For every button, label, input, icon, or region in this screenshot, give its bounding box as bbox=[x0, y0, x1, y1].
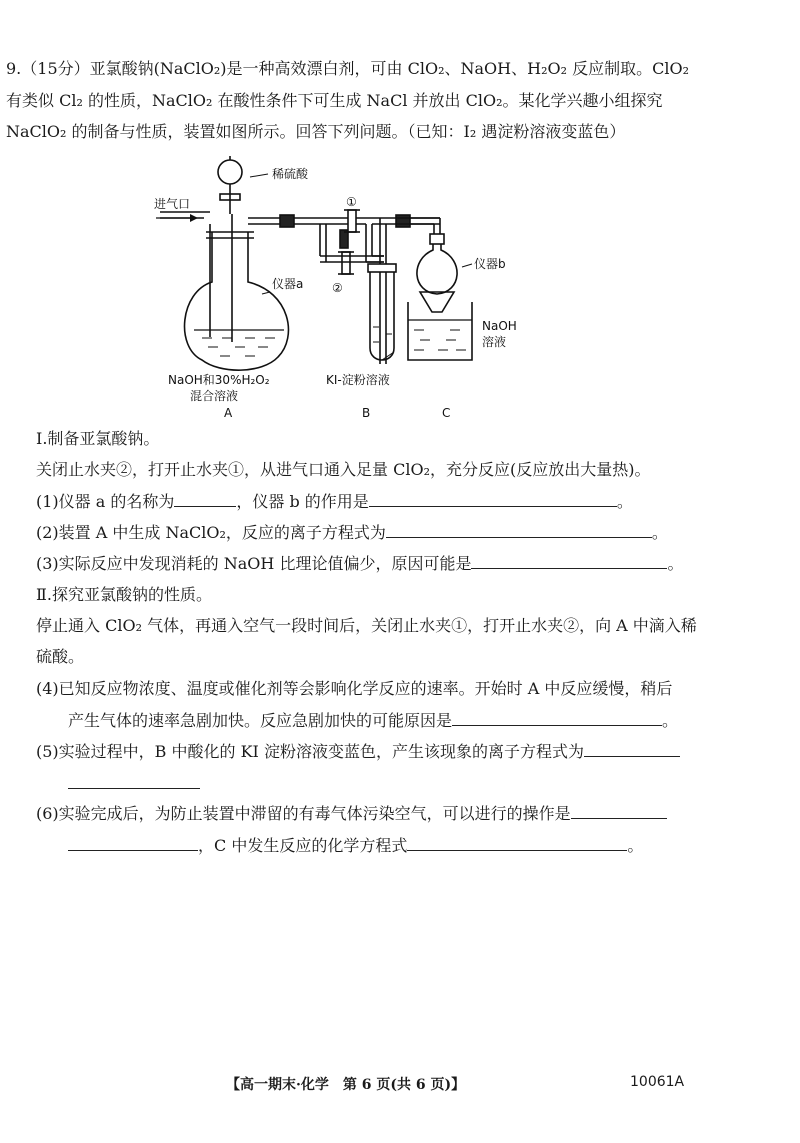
q4-text: 产生气体的速率急剧加快。反应急剧加快的可能原因是 bbox=[68, 711, 453, 730]
q4-end: 。 bbox=[662, 711, 679, 730]
q6-text: (6)实验完成后，为防止装置中滞留的有毒气体污染空气，可以进行的操作是 bbox=[36, 804, 571, 823]
part2-heading: Ⅱ.探究亚氯酸钠的性质。 bbox=[36, 585, 212, 604]
flask-a-liquid bbox=[202, 338, 275, 356]
separatory-funnel bbox=[218, 160, 242, 184]
apparatus-diagram bbox=[150, 152, 550, 422]
label-a: A bbox=[224, 406, 233, 420]
label-b: B bbox=[362, 406, 371, 420]
q1-answer-blank-b[interactable] bbox=[369, 490, 617, 507]
label-clamp-2: ② bbox=[332, 281, 343, 295]
q3-text: (3)实际反应中发现消耗的 NaOH 比理论值偏少，原因可能是 bbox=[36, 554, 472, 573]
part1-intro: 关闭止水夹②，打开止水夹①，从进气口通入足量 ClO₂，充分反应(反应放出大量热)。 bbox=[36, 460, 651, 479]
part2-intro-line-1: 停止通入 ClO₂ 气体，再通入空气一段时间后，关闭止水夹①，打开止水夹②，向 A 中滴入稀 bbox=[36, 616, 697, 635]
beaker-c bbox=[408, 302, 472, 360]
label-ki-starch: KI-淀粉溶液 bbox=[326, 373, 390, 387]
q5-text: (5)实验过程中，B 中酸化的 KI 淀粉溶液变蓝色，产生该现象的离子方程式为 bbox=[36, 742, 584, 761]
flask-a bbox=[185, 232, 289, 370]
q3-end: 。 bbox=[667, 554, 684, 573]
question-6-line-1 bbox=[36, 802, 667, 825]
q6-answer-blank-a[interactable] bbox=[571, 802, 667, 819]
test-tube-b bbox=[370, 270, 394, 360]
label-clamp-1: ① bbox=[346, 195, 357, 209]
label-gas-inlet: 进气口 bbox=[154, 197, 191, 211]
q4-answer-blank[interactable] bbox=[452, 709, 662, 726]
instrument-b bbox=[417, 244, 457, 294]
question-1 bbox=[36, 490, 633, 513]
question-3 bbox=[36, 552, 683, 575]
question-line-1: 9.（15分）亚氯酸钠(NaClO₂)是一种高效漂白剂，可由 ClO₂、NaOH、H₂O₂ 反应制取。ClO₂ bbox=[6, 59, 690, 78]
part1-heading: Ⅰ.制备亚氯酸钠。 bbox=[36, 429, 160, 448]
label-instrument-a: 仪器a bbox=[272, 277, 304, 291]
q5-answer-blank-b[interactable] bbox=[68, 772, 200, 789]
question-6-line-2 bbox=[68, 834, 643, 857]
part2-intro-line-2: 硫酸。 bbox=[36, 647, 85, 666]
q5-answer-blank-a[interactable] bbox=[584, 740, 680, 757]
question-5-continued bbox=[68, 772, 200, 795]
label-c: C bbox=[442, 406, 451, 420]
q6-end: 。 bbox=[627, 836, 644, 855]
q6-answer-blank-b[interactable] bbox=[68, 834, 198, 851]
label-mixture-1: NaOH和30%H₂O₂ bbox=[168, 373, 270, 387]
q6-mid-text: ，C 中发生反应的化学方程式 bbox=[198, 836, 408, 855]
page-footer-code: 10061A bbox=[630, 1074, 685, 1090]
label-mixture-2: 混合溶液 bbox=[190, 389, 239, 403]
question-4-line-1: (4)已知反应物浓度、温度或催化剂等会影响化学反应的速率。开始时 A 中反应缓慢，稍后 bbox=[36, 679, 673, 698]
question-5 bbox=[36, 740, 680, 763]
q6-answer-blank-c[interactable] bbox=[407, 834, 627, 851]
question-2 bbox=[36, 521, 668, 544]
label-dilute-h2so4: 稀硫酸 bbox=[272, 167, 309, 181]
q2-answer-blank[interactable] bbox=[386, 521, 652, 538]
q2-text: (2)装置 A 中生成 NaClO₂，反应的离子方程式为 bbox=[36, 523, 386, 542]
page-footer-title: 【高一期末·化学 第 6 页(共 6 页)】 bbox=[226, 1077, 466, 1093]
question-4-line-2 bbox=[68, 709, 678, 732]
question-line-3: NaClO₂ 的制备与性质，装置如图所示。回答下列问题。（已知：I₂ 遇淀粉溶液变蓝色） bbox=[6, 122, 626, 141]
label-naoh-1: NaOH bbox=[482, 319, 517, 333]
q1-answer-blank-a[interactable] bbox=[174, 490, 236, 507]
label-instrument-b: 仪器b bbox=[474, 257, 506, 271]
q2-end: 。 bbox=[651, 523, 668, 542]
q1-text-b: ，仪器 b 的作用是 bbox=[236, 492, 369, 511]
q3-answer-blank[interactable] bbox=[471, 552, 667, 569]
label-naoh-2: 溶液 bbox=[482, 335, 507, 349]
q1-end: 。 bbox=[616, 492, 633, 511]
q1-text-a: (1)仪器 a 的名称为 bbox=[36, 492, 175, 511]
question-line-2: 有类似 Cl₂ 的性质，NaClO₂ 在酸性条件下可生成 NaCl 并放出 ClO₂。某化学兴趣小组探究 bbox=[6, 91, 663, 110]
